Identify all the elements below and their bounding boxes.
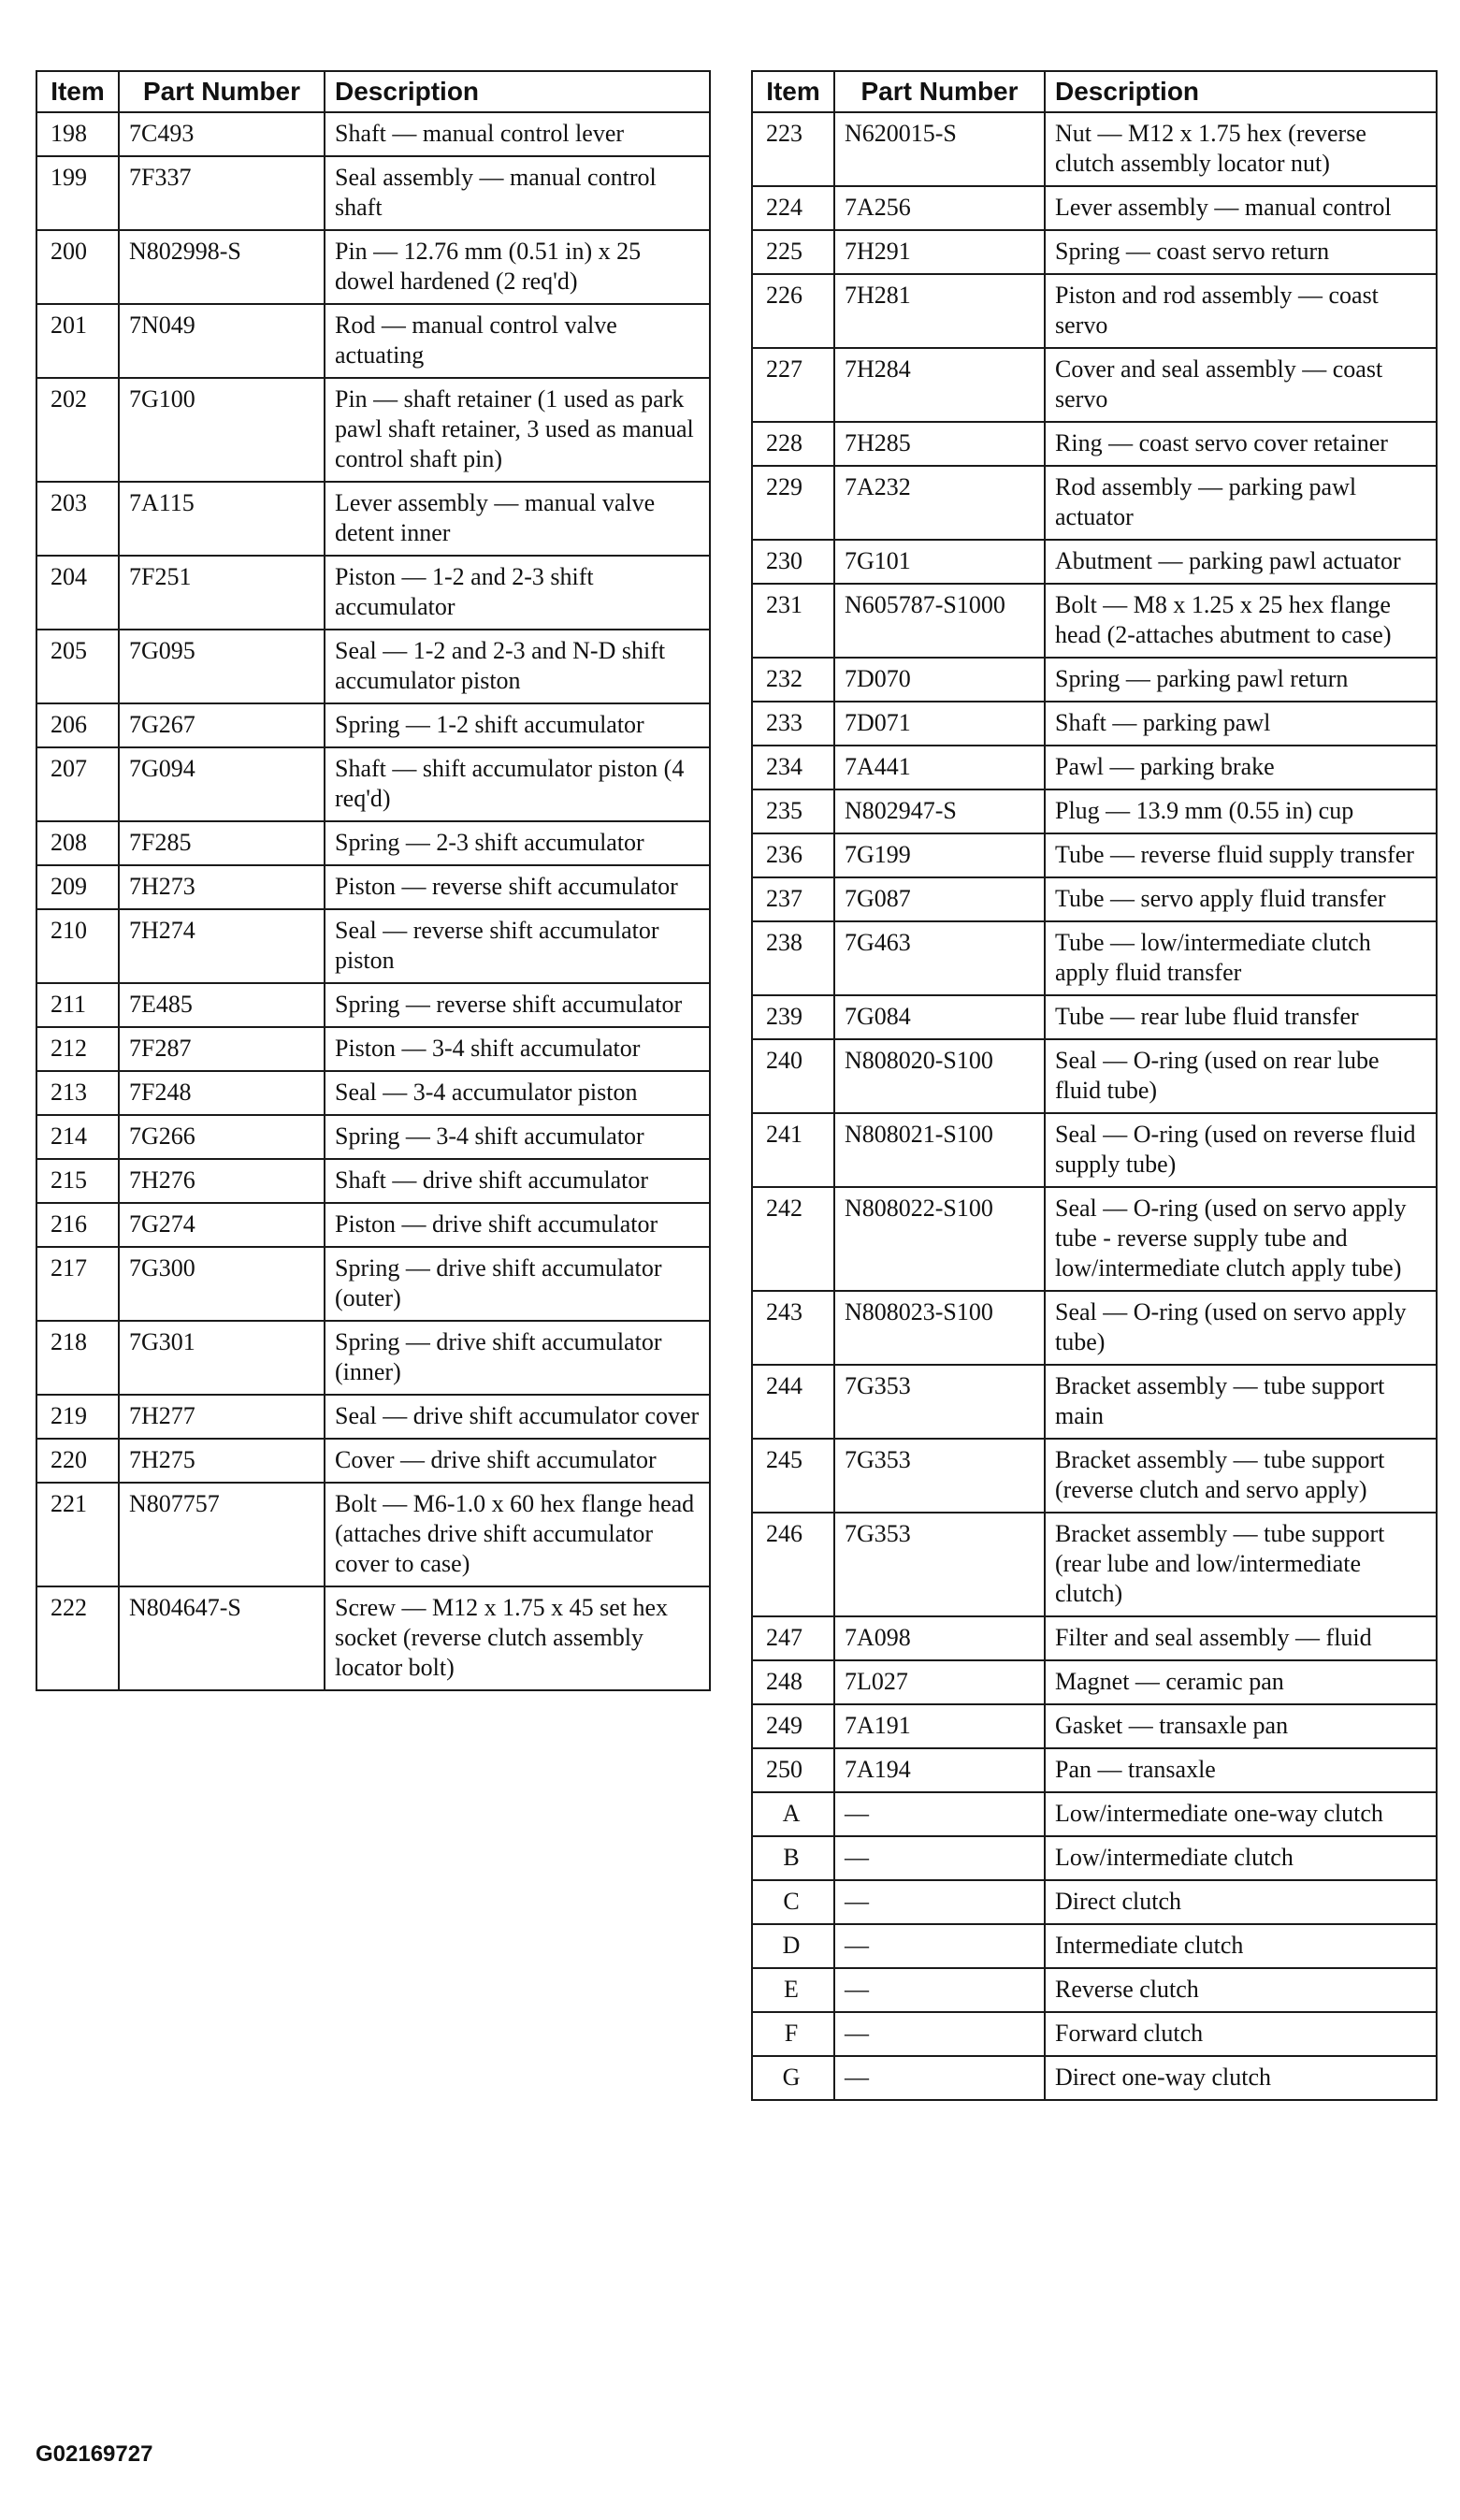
cell-description: Spring — 3-4 shift accumulator [325,1115,710,1159]
cell-description: Shaft — drive shift accumulator [325,1159,710,1203]
cell-description: Tube — servo apply fluid transfer [1045,877,1437,921]
cell-item: 221 [36,1483,119,1586]
cell-part-number: 7F287 [119,1027,325,1071]
cell-item: 199 [36,156,119,230]
header-description: Description [1045,71,1437,112]
cell-part-number: 7H277 [119,1395,325,1439]
cell-description: Piston — reverse shift accumulator [325,865,710,909]
table-row [752,921,1437,995]
table-row [36,378,710,482]
cell-item: 242 [752,1187,834,1291]
table-row [36,983,710,1027]
cell-item: 207 [36,747,119,821]
cell-description: Seal — 1-2 and 2-3 and N-D shift accumulator piston [325,630,710,703]
cell-part-number: 7H276 [119,1159,325,1203]
cell-description: Bolt — M8 x 1.25 x 25 hex flange head (2-attaches abutment to case) [1045,584,1437,658]
table-row [752,877,1437,921]
cell-item: 240 [752,1039,834,1113]
table-row [752,1291,1437,1365]
table-row [752,789,1437,833]
cell-item: 223 [752,112,834,186]
cell-description: Spring — coast servo return [1045,230,1437,274]
table-row [752,833,1437,877]
cell-description: Nut — M12 x 1.75 hex (reverse clutch assembly locator nut) [1045,112,1437,186]
cell-part-number: 7D071 [834,702,1045,746]
cell-part-number: 7G084 [834,995,1045,1039]
cell-description: Bracket assembly — tube support (rear lube and low/intermediate clutch) [1045,1513,1437,1616]
cell-item: 247 [752,1616,834,1660]
cell-description: Bracket assembly — tube support main [1045,1365,1437,1439]
cell-item: C [752,1880,834,1924]
cell-description: Shaft — manual control lever [325,112,710,156]
table-row [36,630,710,703]
cell-item: 230 [752,540,834,584]
cell-part-number: 7H281 [834,274,1045,348]
cell-item: 224 [752,186,834,230]
table-row [36,909,710,983]
cell-part-number: 7G353 [834,1513,1045,1616]
table-row [752,1704,1437,1748]
cell-item: 250 [752,1748,834,1792]
cell-part-number: 7G300 [119,1247,325,1321]
table-row [752,112,1437,186]
cell-item: 239 [752,995,834,1039]
figure-id-label: G02169727 [36,2441,153,2467]
cell-part-number: 7H275 [119,1439,325,1483]
cell-item: 222 [36,1586,119,1690]
cell-part-number: — [834,1924,1045,1968]
table-row [752,1660,1437,1704]
cell-part-number: 7G094 [119,747,325,821]
cell-description: Cover — drive shift accumulator [325,1439,710,1483]
cell-description: Seal — O-ring (used on servo apply tube - reverse supply tube and low/intermediate clutch apply tube) [1045,1187,1437,1291]
cell-part-number: 7F248 [119,1071,325,1115]
table-row [36,1071,710,1115]
table-row [752,1513,1437,1616]
header-part-number: Part Number [834,71,1045,112]
cell-part-number: — [834,2012,1045,2056]
cell-item: 216 [36,1203,119,1247]
table-row [36,556,710,630]
cell-description: Rod assembly — parking pawl actuator [1045,466,1437,540]
cell-item: 248 [752,1660,834,1704]
cell-item: 246 [752,1513,834,1616]
table-row [36,482,710,556]
parts-table-right-body [752,112,1437,2100]
cell-part-number: — [834,1880,1045,1924]
table-header-row [36,71,710,112]
cell-item: 249 [752,1704,834,1748]
cell-item: 226 [752,274,834,348]
cell-part-number: 7F285 [119,821,325,865]
cell-item: 237 [752,877,834,921]
cell-description: Pan — transaxle [1045,1748,1437,1792]
table-row [752,1039,1437,1113]
cell-part-number: 7A194 [834,1748,1045,1792]
cell-description: Gasket — transaxle pan [1045,1704,1437,1748]
cell-part-number: N802998-S [119,230,325,304]
cell-part-number: N620015-S [834,112,1045,186]
table-row [752,540,1437,584]
table-row [752,584,1437,658]
table-row [752,702,1437,746]
table-row [752,1439,1437,1513]
cell-part-number: N802947-S [834,789,1045,833]
cell-description: Filter and seal assembly — fluid [1045,1616,1437,1660]
table-row [752,1113,1437,1187]
cell-part-number: 7A232 [834,466,1045,540]
cell-item: 232 [752,658,834,702]
cell-item: 227 [752,348,834,422]
table-row [752,186,1437,230]
cell-part-number: 7G095 [119,630,325,703]
table-row [752,348,1437,422]
header-part-number: Part Number [119,71,325,112]
cell-item: D [752,1924,834,1968]
table-row [752,1748,1437,1792]
cell-item: 235 [752,789,834,833]
cell-part-number: 7A098 [834,1616,1045,1660]
table-row [752,1880,1437,1924]
cell-part-number: 7H285 [834,422,1045,466]
table-row [752,746,1437,789]
cell-item: 211 [36,983,119,1027]
cell-description: Spring — 1-2 shift accumulator [325,703,710,747]
cell-description: Tube — rear lube fluid transfer [1045,995,1437,1039]
cell-item: 200 [36,230,119,304]
cell-item: 206 [36,703,119,747]
cell-description: Lever assembly — manual control [1045,186,1437,230]
table-row [36,703,710,747]
parts-table-left [36,70,711,1691]
cell-item: 243 [752,1291,834,1365]
table-header-row [752,71,1437,112]
cell-description: Low/intermediate clutch [1045,1836,1437,1880]
table-row [36,1027,710,1071]
cell-part-number: 7A441 [834,746,1045,789]
cell-part-number: 7G100 [119,378,325,482]
table-row [752,274,1437,348]
table-row [36,1203,710,1247]
cell-description: Forward clutch [1045,2012,1437,2056]
cell-item: G [752,2056,834,2100]
cell-item: 201 [36,304,119,378]
cell-description: Piston — drive shift accumulator [325,1203,710,1247]
table-row [752,1616,1437,1660]
cell-description: Tube — low/intermediate clutch apply fluid transfer [1045,921,1437,995]
cell-part-number: 7E485 [119,983,325,1027]
cell-part-number: — [834,1836,1045,1880]
cell-part-number: 7G274 [119,1203,325,1247]
cell-part-number: 7H273 [119,865,325,909]
cell-description: Seal — O-ring (used on reverse fluid supply tube) [1045,1113,1437,1187]
cell-description: Reverse clutch [1045,1968,1437,2012]
table-row [36,865,710,909]
cell-item: 219 [36,1395,119,1439]
cell-description: Ring — coast servo cover retainer [1045,422,1437,466]
cell-description: Seal — 3-4 accumulator piston [325,1071,710,1115]
cell-description: Cover and seal assembly — coast servo [1045,348,1437,422]
cell-part-number: N804647-S [119,1586,325,1690]
header-description: Description [325,71,710,112]
cell-part-number: 7H274 [119,909,325,983]
cell-item: 241 [752,1113,834,1187]
cell-part-number: 7F337 [119,156,325,230]
header-item: Item [36,71,119,112]
table-row [752,658,1437,702]
cell-description: Seal — reverse shift accumulator piston [325,909,710,983]
cell-item: 205 [36,630,119,703]
cell-part-number: 7G087 [834,877,1045,921]
table-row [752,1365,1437,1439]
table-row [752,466,1437,540]
table-row [752,230,1437,274]
table-row [36,304,710,378]
cell-description: Direct one-way clutch [1045,2056,1437,2100]
cell-item: 214 [36,1115,119,1159]
cell-item: 203 [36,482,119,556]
table-row [36,1115,710,1159]
table-row [36,1483,710,1586]
cell-description: Seal — drive shift accumulator cover [325,1395,710,1439]
cell-description: Shaft — shift accumulator piston (4 req'd) [325,747,710,821]
cell-item: E [752,1968,834,2012]
cell-item: 236 [752,833,834,877]
cell-part-number: 7D070 [834,658,1045,702]
table-row [752,2056,1437,2100]
cell-part-number: 7N049 [119,304,325,378]
cell-part-number: 7F251 [119,556,325,630]
cell-description: Intermediate clutch [1045,1924,1437,1968]
cell-part-number: 7G301 [119,1321,325,1395]
cell-item: 231 [752,584,834,658]
table-row [36,1439,710,1483]
cell-part-number: 7A256 [834,186,1045,230]
cell-item: 234 [752,746,834,789]
cell-description: Pawl — parking brake [1045,746,1437,789]
table-row [36,1159,710,1203]
cell-description: Abutment — parking pawl actuator [1045,540,1437,584]
cell-part-number: 7G101 [834,540,1045,584]
cell-item: 244 [752,1365,834,1439]
table-row [752,995,1437,1039]
cell-part-number: — [834,2056,1045,2100]
table-row [752,1792,1437,1836]
cell-item: 228 [752,422,834,466]
cell-description: Shaft — parking pawl [1045,702,1437,746]
header-item: Item [752,71,834,112]
cell-description: Lever assembly — manual valve detent inner [325,482,710,556]
cell-part-number: 7G353 [834,1439,1045,1513]
cell-item: 210 [36,909,119,983]
table-row [752,1187,1437,1291]
cell-item: 238 [752,921,834,995]
cell-item: B [752,1836,834,1880]
cell-item: 198 [36,112,119,156]
cell-description: Plug — 13.9 mm (0.55 in) cup [1045,789,1437,833]
cell-item: 233 [752,702,834,746]
table-row [752,1836,1437,1880]
cell-item: 220 [36,1439,119,1483]
parts-table-left-body [36,112,710,1690]
cell-description: Spring — parking pawl return [1045,658,1437,702]
cell-part-number: 7A191 [834,1704,1045,1748]
cell-part-number: N808022-S100 [834,1187,1045,1291]
table-row [752,422,1437,466]
cell-part-number: N808023-S100 [834,1291,1045,1365]
cell-part-number: N605787-S1000 [834,584,1045,658]
parts-table-right [751,70,1438,2101]
table-row [36,821,710,865]
cell-item: 213 [36,1071,119,1115]
table-row [36,112,710,156]
cell-part-number: N807757 [119,1483,325,1586]
table-row [752,1968,1437,2012]
cell-description: Low/intermediate one-way clutch [1045,1792,1437,1836]
table-row [36,1586,710,1690]
cell-description: Direct clutch [1045,1880,1437,1924]
cell-description: Piston — 3-4 shift accumulator [325,1027,710,1071]
cell-item: 208 [36,821,119,865]
cell-part-number: 7G463 [834,921,1045,995]
cell-part-number: 7G353 [834,1365,1045,1439]
cell-description: Piston and rod assembly — coast servo [1045,274,1437,348]
cell-part-number: 7G199 [834,833,1045,877]
cell-description: Spring — drive shift accumulator (inner) [325,1321,710,1395]
cell-item: 217 [36,1247,119,1321]
table-row [36,1395,710,1439]
cell-item: F [752,2012,834,2056]
table-row [36,747,710,821]
cell-part-number: 7H284 [834,348,1045,422]
cell-item: 218 [36,1321,119,1395]
table-row [36,230,710,304]
cell-part-number: N808021-S100 [834,1113,1045,1187]
table-row [36,1321,710,1395]
cell-description: Tube — reverse fluid supply transfer [1045,833,1437,877]
cell-part-number: 7A115 [119,482,325,556]
cell-description: Pin — 12.76 mm (0.51 in) x 25 dowel hardened (2 req'd) [325,230,710,304]
cell-item: 229 [752,466,834,540]
cell-description: Spring — reverse shift accumulator [325,983,710,1027]
cell-part-number: — [834,1792,1045,1836]
cell-part-number: 7G267 [119,703,325,747]
table-row [752,2012,1437,2056]
cell-item: 212 [36,1027,119,1071]
cell-description: Rod — manual control valve actuating [325,304,710,378]
cell-part-number: — [834,1968,1045,2012]
cell-description: Bracket assembly — tube support (reverse clutch and servo apply) [1045,1439,1437,1513]
cell-part-number: 7H291 [834,230,1045,274]
cell-item: 202 [36,378,119,482]
cell-item: 215 [36,1159,119,1203]
cell-description: Spring — 2-3 shift accumulator [325,821,710,865]
table-row [752,1924,1437,1968]
cell-item: 204 [36,556,119,630]
cell-description: Bolt — M6-1.0 x 60 hex flange head (attaches drive shift accumulator cover to case) [325,1483,710,1586]
cell-description: Pin — shaft retainer (1 used as park pawl shaft retainer, 3 used as manual control shaft pin) [325,378,710,482]
cell-item: 245 [752,1439,834,1513]
cell-description: Piston — 1-2 and 2-3 shift accumulator [325,556,710,630]
cell-part-number: 7G266 [119,1115,325,1159]
table-row [36,1247,710,1321]
cell-item: 225 [752,230,834,274]
cell-description: Spring — drive shift accumulator (outer) [325,1247,710,1321]
cell-item: A [752,1792,834,1836]
cell-part-number: 7L027 [834,1660,1045,1704]
cell-description: Seal assembly — manual control shaft [325,156,710,230]
cell-description: Magnet — ceramic pan [1045,1660,1437,1704]
cell-item: 209 [36,865,119,909]
cell-part-number: N808020-S100 [834,1039,1045,1113]
table-row [36,156,710,230]
cell-description: Screw — M12 x 1.75 x 45 set hex socket (reverse clutch assembly locator bolt) [325,1586,710,1690]
cell-description: Seal — O-ring (used on rear lube fluid tube) [1045,1039,1437,1113]
cell-description: Seal — O-ring (used on servo apply tube) [1045,1291,1437,1365]
cell-part-number: 7C493 [119,112,325,156]
